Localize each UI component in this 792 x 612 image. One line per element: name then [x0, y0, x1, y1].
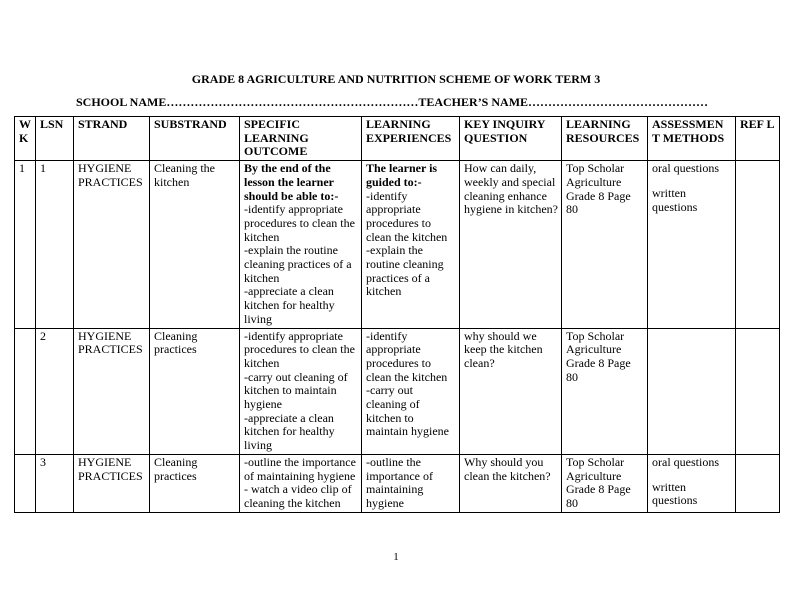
cell-experiences — [362, 161, 460, 328]
outcome-item: -appreciate a clean kitchen for healthy living — [244, 284, 335, 326]
experience-item: -carry out cleaning of kitchen to maintain hygiene — [366, 383, 449, 439]
header-inquiry: KEY INQUIRY QUESTION — [460, 117, 562, 161]
experience-item: -identify appropriate procedures to clean the kitchen — [366, 188, 448, 244]
cell-assessment — [648, 161, 736, 328]
cell-strand: HYGIENE PRACTICES — [74, 161, 150, 328]
outcome-item: -appreciate a clean kitchen for healthy living — [244, 410, 335, 453]
assessment-item: written questions — [652, 479, 698, 508]
experiences-intro: The learner is guided to:- — [366, 161, 438, 189]
cell-assessment — [648, 454, 736, 512]
cell-outcome — [240, 454, 362, 512]
header-lsn: LSN — [36, 117, 74, 161]
header-refl: REF L — [736, 117, 780, 161]
cell-resources: Top Scholar Agriculture Grade 8 Page 80 — [562, 454, 648, 512]
cell-refl — [736, 454, 780, 512]
outcome-item: - watch a video clip of cleaning the kitchen — [244, 482, 352, 510]
cell-outcome — [240, 161, 362, 328]
cell-refl — [736, 161, 780, 328]
cell-inquiry: How can daily, weekly and special cleaning enhance hygiene in kitchen? — [460, 161, 562, 328]
table-row — [15, 454, 780, 512]
assessment-item: oral questions — [652, 161, 719, 176]
header-resources: LEARNING RESOURCES — [562, 117, 648, 161]
assessment-item: written questions — [652, 185, 698, 214]
experience-item: -outline the importance of maintaining hygiene — [366, 454, 433, 510]
cell-inquiry: why should we keep the kitchen clean? — [460, 328, 562, 454]
cell-inquiry: Why should you clean the kitchen? — [460, 454, 562, 512]
header-outcome: SPECIFIC LEARNING OUTCOME — [240, 117, 362, 161]
cell-resources: Top Scholar Agriculture Grade 8 Page 80 — [562, 161, 648, 328]
cell-substrand: Cleaning practices — [150, 454, 240, 512]
header-strand: STRAND — [74, 117, 150, 161]
school-teacher-line: SCHOOL NAME………………………………………………………TEACHER’S NAME……………………………………… — [76, 95, 709, 109]
cell-strand: HYGIENE PRACTICES — [74, 454, 150, 512]
cell-wk — [15, 328, 36, 454]
experience-item: -identify appropriate procedures to clean the kitchen — [366, 328, 448, 384]
page-number: 1 — [393, 551, 399, 563]
cell-experiences — [362, 328, 460, 454]
outcome-item: -carry out cleaning of kitchen to maintain hygiene — [244, 369, 348, 412]
outcome-item: -identify appropriate procedures to clean the kitchen — [244, 328, 355, 370]
cell-experiences — [362, 454, 460, 512]
cell-wk — [15, 454, 36, 512]
cell-substrand: Cleaning practices — [150, 328, 240, 454]
cell-strand: HYGIENE PRACTICES — [74, 328, 150, 454]
cell-wk: 1 — [15, 161, 36, 328]
outcome-intro: By the end of the lesson the learner should be able to:- — [244, 161, 339, 203]
cell-refl — [736, 328, 780, 454]
experience-item: -explain the routine cleaning practices of a kitchen — [366, 243, 444, 299]
scheme-of-work-table — [14, 116, 780, 513]
table-row — [15, 161, 780, 328]
assessment-item: oral questions — [652, 454, 719, 469]
header-wk: W K — [15, 117, 36, 161]
outcome-item: -identify appropriate procedures to clean the kitchen — [244, 202, 355, 244]
table-row — [15, 328, 780, 454]
cell-lsn: 3 — [36, 454, 74, 512]
document-title: GRADE 8 AGRICULTURE AND NUTRITION SCHEME OF WORK TERM 3 — [191, 72, 601, 86]
cell-outcome — [240, 328, 362, 454]
header-assessment: ASSESSMEN T METHODS — [648, 117, 736, 161]
cell-resources: Top Scholar Agriculture Grade 8 Page 80 — [562, 328, 648, 454]
header-experiences: LEARNING EXPERIENCES — [362, 117, 460, 161]
outcome-item: -outline the importance of maintaining hygiene — [244, 454, 356, 483]
header-substrand: SUBSTRAND — [150, 117, 240, 161]
cell-substrand: Cleaning the kitchen — [150, 161, 240, 328]
cell-assessment — [648, 328, 736, 454]
outcome-item: -explain the routine cleaning practices of a kitchen — [244, 243, 352, 285]
cell-lsn: 2 — [36, 328, 74, 454]
header-row — [15, 117, 780, 161]
cell-lsn: 1 — [36, 161, 74, 328]
